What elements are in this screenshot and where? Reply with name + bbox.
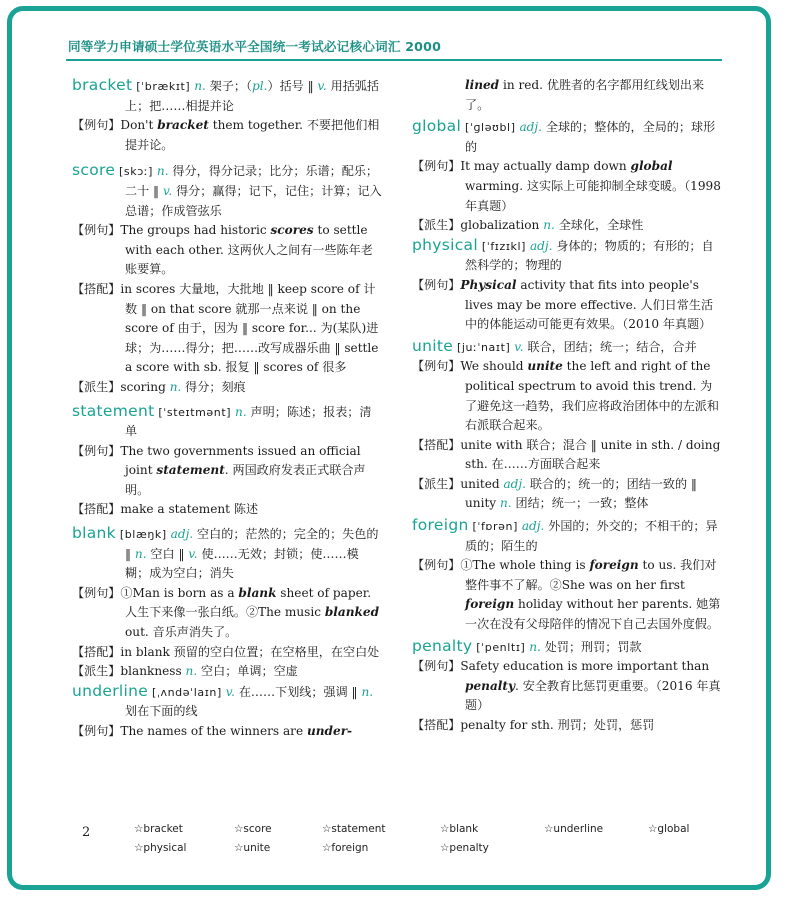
example-text: to us. 我们对整件事不了解。②She was on her first bbox=[465, 558, 717, 592]
example-tag: 【例句】 bbox=[72, 223, 121, 238]
pos-label: pl. bbox=[252, 79, 268, 93]
collocation-text: make a statement 陈述 bbox=[120, 502, 259, 517]
example-keyword: blanked bbox=[324, 605, 380, 620]
derivative-text: 全球化，全球性 bbox=[554, 218, 644, 233]
derivative-text: 团结；统一；一致；整体 bbox=[511, 496, 649, 511]
pos-label: n. bbox=[169, 379, 182, 394]
example-tag: 【例句】 bbox=[412, 277, 461, 292]
definition: 全球的；整体的，全局的；球形的 bbox=[465, 120, 716, 154]
headword-penalty: penalty bbox=[412, 636, 473, 655]
example-text: them together. 不要把他们相提并论。 bbox=[125, 118, 380, 152]
index-item: ☆statement bbox=[322, 823, 386, 835]
example-physical bbox=[412, 276, 724, 335]
collocation-text: in blank 预留的空白位置；在空格里，在空白处 bbox=[120, 644, 380, 659]
page-header-title: 同等学力申请硕士学位英语水平全国统一考试必记核心词汇 2000 bbox=[68, 39, 442, 54]
header-divider bbox=[66, 59, 722, 61]
phonetic: [ˈfɪzɪkl] bbox=[481, 239, 527, 253]
derivative-global bbox=[412, 216, 724, 236]
headword-score: score bbox=[72, 161, 116, 180]
example-text: to settle with each other. 这两伙人之间有一些陈年老账要算。 bbox=[125, 223, 373, 277]
example-text: sheet of paper. 人生下来像一张白纸。②The music bbox=[125, 585, 372, 620]
definition: 使……无效；封锁；使……模糊；成为空白；消失 bbox=[125, 546, 359, 581]
pos-label: n. bbox=[361, 684, 374, 699]
entry-score bbox=[72, 161, 382, 221]
headword-global: global bbox=[412, 117, 462, 136]
definition: 在……下划线；强调 ‖ bbox=[238, 684, 358, 699]
example-text: warming. 这实际上可能抑制全球变暖。（1998 年真题） bbox=[465, 178, 721, 213]
example-text: in red. 优胜者的名字都用红线划出来了。 bbox=[465, 78, 705, 112]
headword-blank: blank bbox=[72, 524, 116, 543]
phonetic: [ˈɡləʊbl] bbox=[464, 121, 516, 135]
collocation-tag: 【搭配】 bbox=[412, 718, 461, 732]
pos-label: adj. bbox=[529, 238, 553, 253]
index-item: ☆foreign bbox=[322, 842, 369, 854]
entry-unite bbox=[412, 337, 724, 358]
entry-penalty bbox=[412, 637, 724, 658]
phonetic: [skɔː] bbox=[119, 165, 154, 179]
derivative-tag: 【派生】 bbox=[412, 476, 461, 491]
pos-label: v. bbox=[317, 79, 327, 93]
example-keyword: foreign bbox=[465, 597, 515, 612]
collocation-tag: 【搭配】 bbox=[72, 502, 121, 517]
example-unite bbox=[412, 357, 724, 435]
pos-label: n. bbox=[185, 664, 198, 679]
phonetic: [blæŋk] bbox=[119, 528, 167, 542]
example-text: It may actually damp down bbox=[460, 159, 631, 174]
derivative-text: blankness bbox=[120, 664, 186, 679]
derivative-text: 得分；刻痕 bbox=[181, 379, 246, 394]
example-tag: 【例句】 bbox=[412, 359, 461, 374]
entry-statement bbox=[72, 402, 382, 442]
definition: 身体的；物质的；有形的；自然科学的；物理的 bbox=[465, 238, 714, 273]
example-text: Don't bbox=[120, 118, 158, 133]
entry-bracket bbox=[72, 76, 382, 116]
example-text: Safety education is more important than bbox=[460, 659, 710, 674]
definition: 声明；陈述；报表；清单 bbox=[125, 404, 372, 439]
headword-underline: underline bbox=[72, 681, 149, 700]
entry-underline bbox=[72, 682, 382, 722]
index-item: ☆unite bbox=[234, 842, 271, 854]
example-statement bbox=[72, 442, 382, 501]
example-tag: 【例句】 bbox=[412, 659, 461, 674]
example-keyword: lined bbox=[465, 78, 500, 92]
example-penalty bbox=[412, 657, 724, 716]
pos-label: n. bbox=[499, 496, 512, 511]
pos-label: n. bbox=[235, 404, 247, 419]
index-item: ☆global bbox=[648, 823, 690, 835]
derivative-tag: 【派生】 bbox=[72, 379, 121, 394]
index-item: ☆score bbox=[234, 823, 272, 835]
index-item: ☆penalty bbox=[440, 842, 489, 854]
example-tag: 【例句】 bbox=[412, 159, 461, 174]
example-keyword: statement bbox=[156, 463, 225, 478]
derivative-text: scoring bbox=[120, 379, 170, 394]
derivative-text: united bbox=[460, 476, 504, 491]
collocation-tag: 【搭配】 bbox=[72, 644, 121, 659]
example-underline-continued bbox=[412, 76, 724, 115]
example-tag: 【例句】 bbox=[72, 443, 121, 458]
collocation-text: in scores 大量地，大批地 ‖ keep score of 计数 ‖ on that score 就那一点来说 ‖ on the score of 由于，因为 ‖ score for... 为(某队)进球；为……得分；把……改写成器乐曲 ‖ settle a score with sb. 报复 ‖ scores of 很多 bbox=[120, 281, 379, 375]
pos-label: adj. bbox=[503, 476, 526, 491]
pos-label: v. bbox=[514, 339, 524, 354]
index-item: ☆blank bbox=[440, 823, 479, 835]
derivative-score bbox=[72, 378, 382, 398]
headword-foreign: foreign bbox=[412, 516, 469, 535]
derivative-text: 联合的；统一的；团结一致的 ‖ unity bbox=[465, 476, 697, 511]
example-tag: 【例句】 bbox=[412, 558, 461, 573]
pos-label: adj. bbox=[519, 120, 542, 135]
derivative-unite bbox=[412, 475, 724, 514]
phonetic: [ˈbrækɪt] bbox=[136, 80, 191, 93]
phonetic: [ˈsteɪtmənt] bbox=[158, 405, 232, 419]
example-text: The two governments issued an official joint bbox=[120, 443, 361, 478]
entry-blank bbox=[72, 524, 382, 584]
derivative-tag: 【派生】 bbox=[72, 664, 121, 679]
example-blank bbox=[72, 584, 382, 643]
collocation-text: penalty for sth. 刑罚；处罚，惩罚 bbox=[460, 718, 655, 732]
phonetic: [juːˈnaɪt] bbox=[456, 340, 511, 354]
definition: 联合，团结；统一；结合，合并 bbox=[527, 339, 697, 354]
example-keyword: Physical bbox=[460, 277, 517, 292]
entry-global bbox=[412, 117, 724, 157]
definition: 空白 ‖ bbox=[150, 546, 185, 561]
example-keyword: scores bbox=[270, 223, 314, 238]
headword-unite: unite bbox=[412, 336, 454, 355]
example-keyword: under- bbox=[306, 724, 353, 738]
collocation-penalty bbox=[412, 716, 724, 736]
derivative-text: globalization bbox=[460, 218, 544, 233]
pos-label: n. bbox=[543, 218, 555, 233]
example-keyword: global bbox=[630, 159, 673, 174]
derivative-text: 空白；单调；空虚 bbox=[197, 664, 298, 679]
definition: 划在下面的线 bbox=[125, 704, 198, 719]
example-keyword: foreign bbox=[589, 558, 639, 573]
example-global bbox=[412, 157, 724, 216]
pos-label: adj. bbox=[521, 519, 545, 534]
example-text: The names of the winners are bbox=[120, 724, 307, 738]
example-text: We should bbox=[460, 359, 528, 374]
collocation-text: unite with 联合；混合 ‖ unite in sth. / doing sth. 在……方面联合起来 bbox=[460, 437, 721, 472]
definition: ）括号 ‖ bbox=[267, 79, 314, 93]
definition: 外国的；外交的；不相干的；异质的；陌生的 bbox=[465, 519, 718, 553]
page-number: 2 bbox=[82, 825, 91, 840]
headword-statement: statement bbox=[72, 401, 155, 420]
phonetic: [ˌʌndəˈlaɪn] bbox=[151, 685, 222, 699]
pos-label: n. bbox=[156, 164, 169, 179]
headword-physical: physical bbox=[412, 235, 478, 254]
derivative-blank bbox=[72, 662, 382, 682]
pos-label: n. bbox=[529, 639, 541, 654]
example-underline bbox=[72, 722, 382, 742]
right-column bbox=[412, 76, 724, 736]
example-text: The groups had historic bbox=[120, 223, 271, 238]
example-keyword: bracket bbox=[157, 118, 209, 133]
example-tag: 【例句】 bbox=[72, 118, 121, 133]
collocation-statement bbox=[72, 500, 382, 520]
example-text: holiday without her parents. 她第一次在没有父母陪伴的情况下自己去国外度假。 bbox=[465, 597, 721, 632]
pos-label: adj. bbox=[170, 527, 194, 542]
collocation-unite bbox=[412, 436, 724, 475]
example-text: out. 音乐声消失了。 bbox=[125, 625, 238, 640]
example-text: ①The whole thing is bbox=[460, 558, 590, 573]
pos-label: n. bbox=[134, 546, 147, 561]
example-keyword: unite bbox=[527, 359, 563, 374]
definition: 处罚；刑罚；罚款 bbox=[544, 639, 642, 654]
collocation-tag: 【搭配】 bbox=[412, 437, 461, 452]
example-bracket bbox=[72, 116, 382, 155]
derivative-tag: 【派生】 bbox=[412, 218, 461, 233]
collocation-tag: 【搭配】 bbox=[72, 281, 121, 296]
left-column bbox=[72, 76, 382, 742]
definition: 得分；赢得；记下，记住；计算；记入总谱；作成管弦乐 bbox=[125, 183, 382, 218]
definition: 得分，得分记录；比分；乐谱；配乐；二十 ‖ bbox=[125, 164, 379, 198]
collocation-score bbox=[72, 280, 382, 378]
headword-bracket: bracket bbox=[72, 76, 133, 94]
example-text: the left and right of the political spectrum to avoid this trend. 为了避免这一趋势，我们应将政治团体中的左派和右派联合起来。 bbox=[465, 359, 719, 433]
example-foreign bbox=[412, 556, 724, 634]
pos-label: v. bbox=[188, 546, 198, 561]
index-item: ☆physical bbox=[134, 842, 187, 854]
collocation-blank bbox=[72, 643, 382, 663]
pos-label: n. bbox=[194, 79, 206, 93]
definition: 用括弧括上；把……相提并论 bbox=[125, 79, 380, 113]
example-text: ①Man is born as a bbox=[120, 585, 239, 600]
example-tag: 【例句】 bbox=[72, 585, 121, 600]
example-text: . 安全教育比惩罚更重要。（2016 年真题） bbox=[465, 678, 721, 713]
pos-label: v. bbox=[225, 684, 235, 699]
definition: 架子；（ bbox=[209, 79, 253, 93]
definition: 空白的；茫然的；完全的；失色的 ‖ bbox=[125, 527, 379, 561]
entry-physical bbox=[412, 236, 724, 276]
example-text: activity that fits into people's lives may be more effective. 人们日常生活中的体能运动可能更有效果。（2010 年真题） bbox=[465, 277, 714, 332]
example-tag: 【例句】 bbox=[72, 724, 121, 738]
phonetic: [ˈpenltɪ] bbox=[476, 640, 526, 654]
pos-label: v. bbox=[162, 183, 173, 198]
example-text: . 两国政府发表正式联合声明。 bbox=[125, 463, 366, 497]
example-keyword: blank bbox=[238, 585, 277, 600]
index-item: ☆bracket bbox=[134, 823, 183, 835]
phonetic: [ˈfɒrən] bbox=[472, 520, 518, 534]
example-score bbox=[72, 221, 382, 280]
example-keyword: penalty bbox=[465, 678, 515, 693]
index-item: ☆underline bbox=[544, 823, 604, 835]
entry-foreign bbox=[412, 516, 724, 556]
